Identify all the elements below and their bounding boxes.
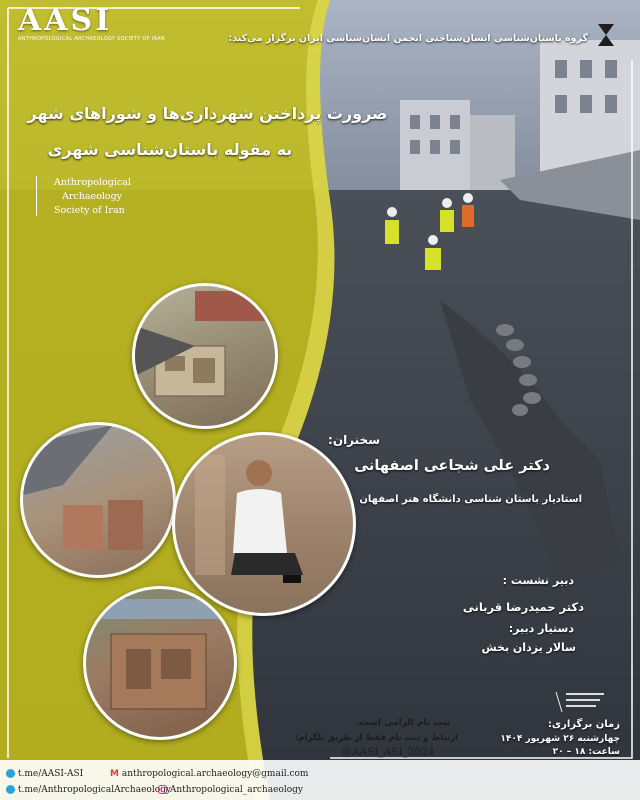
- speaker-affiliation: استادیار باستان شناسی دانشگاه هنر اصفهان: [359, 494, 582, 505]
- hourglass-emblem-icon: [596, 22, 616, 48]
- assistant-name: سالار یزدان بخش: [481, 641, 576, 654]
- telegram-handle[interactable]: @AASI_ASI_2024: [341, 746, 435, 758]
- schedule-heading: زمان برگزاری:: [547, 719, 620, 730]
- footer-telegram-2-text: t.me/AnthropologicalArchaeology: [17, 785, 171, 795]
- society-line3: Society of Iran: [54, 205, 125, 216]
- aasi-logo: [18, 3, 165, 42]
- event-title-line2: به مقوله باستان‌شناسی شهری: [47, 140, 293, 159]
- schedule-date: چهارشنبه ۲۶ شهریور ۱۴۰۴: [500, 734, 620, 744]
- excavation-photo-1: [132, 283, 278, 429]
- society-block: [36, 176, 131, 218]
- footer-instagram-text: Anthropological_archaeology: [169, 785, 303, 795]
- footer-telegram-2[interactable]: [6, 785, 171, 795]
- society-line2: Archaeology: [62, 191, 123, 202]
- excavation-photo-2: [20, 422, 176, 578]
- speaker-heading: سخنران:: [328, 433, 380, 447]
- instagram-icon: [158, 785, 167, 794]
- registration-required: ثبت نام الزامی است.: [355, 718, 450, 728]
- telegram-icon: [6, 769, 15, 778]
- footer-email-text: anthropological.archaeology@gmail.com: [121, 769, 309, 779]
- event-title-line1: ضرورت پرداختن شهرداری‌ها و شوراهای شهر: [27, 104, 388, 123]
- speaker-photo: [172, 432, 356, 616]
- logo-text: AASI: [18, 3, 113, 38]
- society-line1: Anthropological: [54, 177, 131, 188]
- telegram-icon: [6, 785, 15, 794]
- speaker-name: دکتر علی شجاعی اصفهانی: [354, 458, 550, 474]
- organizer-line: گروه باستان‌شناسی انسان‌شناختی انجمن انسان‌شناسی ایران برگزار می‌کند:: [228, 33, 588, 44]
- society-seal-icon: [554, 688, 608, 716]
- schedule-time: ساعت: ۱۸ – ۲۰: [552, 747, 620, 757]
- secretary-heading: دبیر نشست :: [502, 574, 574, 587]
- excavation-photo-3: [83, 586, 237, 740]
- assistant-heading: دستیار دبیر:: [508, 622, 574, 635]
- footer-telegram-1-text: t.me/AASI-ASI: [17, 769, 84, 779]
- footer-telegram-1[interactable]: [6, 769, 83, 779]
- footer-instagram[interactable]: [158, 785, 303, 795]
- secretary-name: دکتر حمیدرضا قربانی: [462, 600, 584, 614]
- logo-subtitle: ANTHROPOLOGICAL ARCHAEOLOGY SOCIETY OF IRAN: [18, 36, 165, 42]
- registration-via-telegram: ارتباط و ثبت نام فقط از طریق تلگرام:: [295, 733, 458, 743]
- footer-email[interactable]: [110, 769, 308, 779]
- gmail-icon: M: [110, 769, 119, 779]
- footer-contacts: [0, 764, 640, 800]
